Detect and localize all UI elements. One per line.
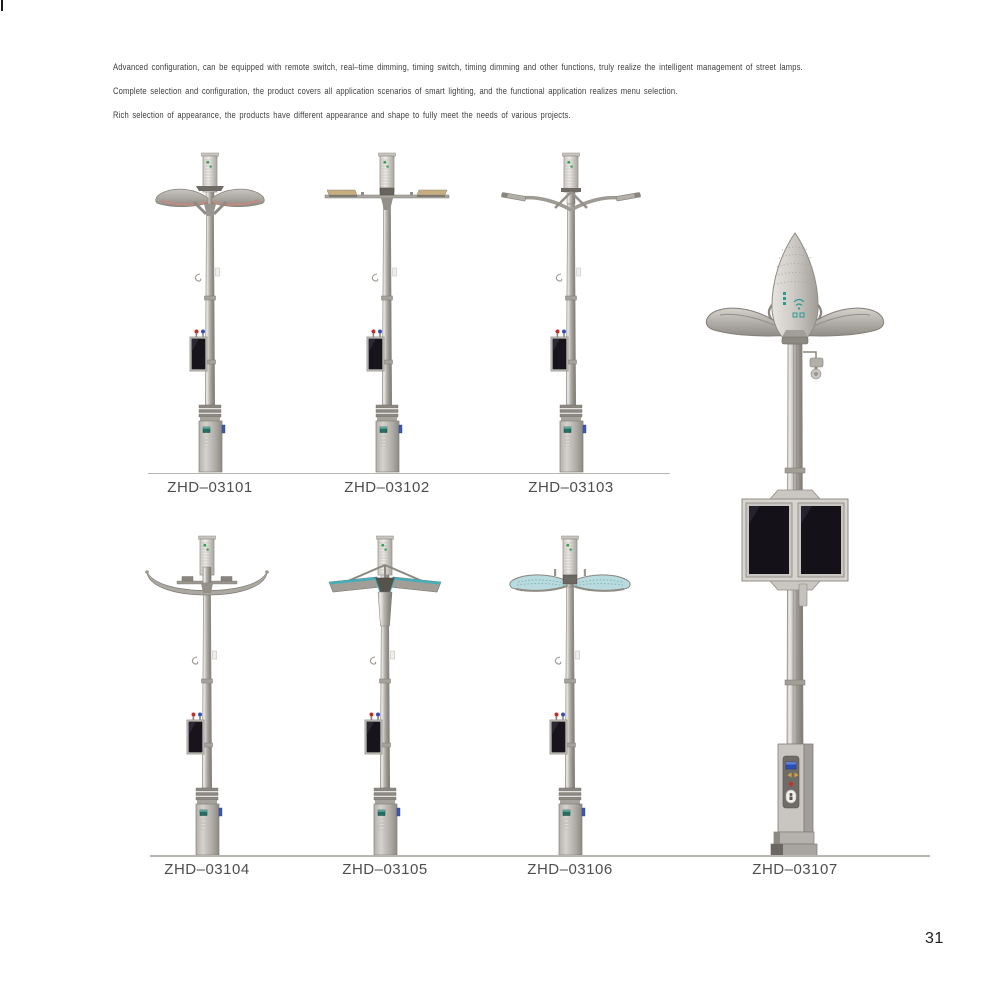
lamp-pole-illustration-zhd-03103 bbox=[481, 148, 661, 474]
baseline-row-1 bbox=[148, 473, 670, 475]
model-label: ZHD–03102 bbox=[344, 479, 430, 496]
model-label: ZHD–03104 bbox=[164, 861, 250, 878]
product-description bbox=[113, 56, 975, 128]
page-margin-mark bbox=[1, 0, 3, 11]
lamp-pole-illustration-zhd-03106 bbox=[480, 531, 660, 857]
model-label: ZHD–03103 bbox=[528, 479, 614, 496]
page-number: 31 bbox=[925, 930, 944, 947]
model-label: ZHD–03106 bbox=[527, 861, 613, 878]
model-label: ZHD–03101 bbox=[167, 479, 253, 496]
lamp-pole-illustration-zhd-03107 bbox=[690, 228, 900, 858]
lamp-pole-illustration-zhd-03105 bbox=[295, 531, 475, 857]
lamp-pole-illustration-zhd-03101 bbox=[120, 148, 300, 474]
description-line: Advanced configuration, can be equipped with remote switch, real–time dimming, timing switch, timing dimming and other functions, truly realize the intelligent management of street lamps. bbox=[113, 62, 803, 73]
description-line: Complete selection and configuration, the product covers all application scenarios of smart lighting, and the functional application realizes menu selection. bbox=[113, 86, 678, 97]
lamp-pole-illustration-zhd-03102 bbox=[297, 148, 477, 474]
model-label: ZHD–03107 bbox=[752, 861, 838, 878]
baseline-row-2 bbox=[150, 855, 930, 857]
model-label: ZHD–03105 bbox=[342, 861, 428, 878]
description-line: Rich selection of appearance, the products have different appearance and shape to fully meet the needs of various projects. bbox=[113, 110, 571, 121]
lamp-pole-illustration-zhd-03104 bbox=[117, 531, 297, 857]
